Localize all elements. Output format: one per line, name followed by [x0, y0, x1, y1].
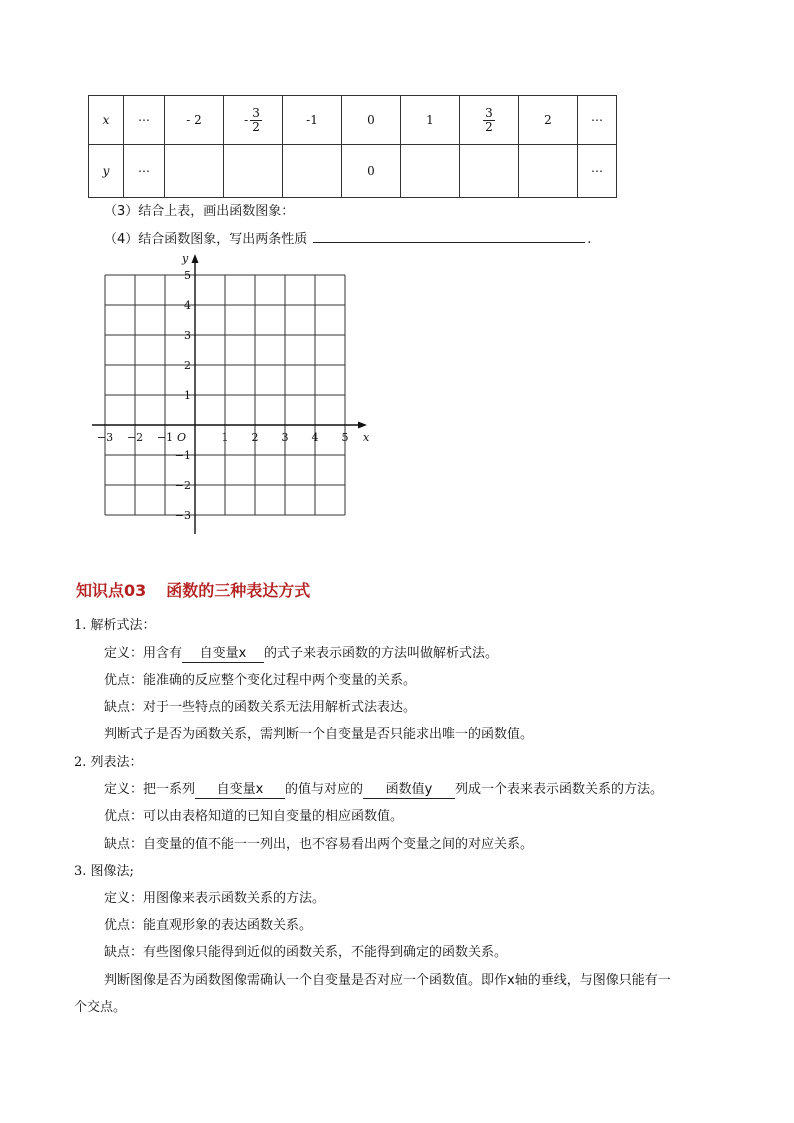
x-tick-label: −2: [126, 431, 144, 444]
method-3-title: 3. 图像法;: [74, 864, 134, 879]
x-axis-label: x: [363, 431, 370, 444]
table-cell-empty: [283, 145, 342, 198]
origin-label: O: [177, 431, 187, 444]
table-cell-frac: $\frac{3}{2}$: [460, 96, 519, 145]
method-3-judge-line2: 个交点。: [74, 1000, 127, 1015]
x-tick-label: 1: [221, 431, 229, 444]
question-3: （3）结合上表，画出函数图象：: [104, 204, 295, 219]
x-axis-arrow: [358, 422, 367, 429]
value-table: [88, 95, 617, 198]
def-text: 的式子来表示函数的方法叫做解析式法。: [264, 646, 499, 661]
method-3-definition: 定义：用图像来表示函数关系的方法。: [104, 891, 326, 906]
question-4-text: （4）结合函数图象，写出两条性质: [104, 232, 308, 247]
y-tick-label: −3: [174, 509, 191, 522]
table-cell-ellipsis: ⋯: [578, 96, 617, 145]
table-cell: 0: [342, 145, 401, 198]
y-tick-label: 3: [184, 329, 191, 342]
table-cell: 2: [519, 96, 578, 145]
x-tick-label: −3: [96, 431, 114, 444]
x-tick-label: 3: [281, 431, 289, 444]
table-cell-empty: [519, 145, 578, 198]
table-cell-ellipsis: ⋯: [124, 145, 165, 198]
def-text: 列成一个表来表示函数关系的方法。: [455, 782, 664, 797]
table-cell-ellipsis: ⋯: [578, 145, 617, 198]
y-tick-label: 1: [184, 389, 191, 402]
table-cell: 0: [342, 96, 401, 145]
def-text: 定义：用含有: [104, 646, 183, 661]
fill-blank: 自变量x: [195, 782, 285, 799]
def-text: 的值与对应的: [285, 782, 364, 797]
table-cell-empty: [401, 145, 460, 198]
question-4-period: .: [587, 232, 592, 247]
table-cell: - 2: [165, 96, 224, 145]
y-axis-arrow: [192, 254, 199, 263]
answer-blank: [313, 241, 585, 243]
x-tick-label: 2: [251, 431, 259, 444]
table-cell-empty: [165, 145, 224, 198]
coordinate-grid: [88, 250, 378, 540]
table-cell-neg-frac: - $\frac{3}{2}$: [224, 96, 283, 145]
method-3-con: 缺点：有些图像只能得到近似的函数关系，不能得到确定的函数关系。: [104, 945, 508, 960]
table-cell-empty: [460, 145, 519, 198]
fill-blank: 自变量x: [182, 646, 264, 663]
def-text: 定义：把一系列: [104, 782, 196, 797]
method-2-pro: 优点：可以由表格知道的已知自变量的相应函数值。: [104, 809, 404, 824]
y-tick-label: 5: [184, 269, 191, 282]
y-tick-label: 4: [184, 299, 191, 312]
method-2-definition: [104, 778, 663, 799]
method-1-con: 缺点：对于一些特点的函数关系无法用解析式法表达。: [104, 700, 417, 715]
section-number: 知识点03: [76, 581, 147, 600]
method-1-pro: 优点：能准确的反应整个变化过程中两个变量的关系。: [104, 673, 417, 688]
section-title: 函数的三种表达方式: [166, 581, 311, 600]
y-axis-label: y: [182, 252, 189, 265]
x-tick-label: −1: [156, 431, 174, 444]
method-2-title: 2. 列表法：: [74, 755, 143, 770]
method-3-pro: 优点：能直观形象的表达函数关系。: [104, 918, 313, 933]
table-cell: 1: [401, 96, 460, 145]
table-cell: -1: [283, 96, 342, 145]
method-1-definition: [104, 642, 498, 663]
table-header-y: y: [89, 145, 124, 198]
y-tick-label: 2: [184, 359, 191, 372]
table-cell-ellipsis: ⋯: [124, 96, 165, 145]
section-heading: [76, 578, 310, 601]
method-3-judge-line1: 判断图像是否为函数图像需确认一个自变量是否对应一个函数值。即作x轴的垂线，与图像只能有一: [104, 973, 671, 988]
table-row-x: [89, 96, 617, 145]
fill-blank: 函数值y: [363, 782, 455, 799]
method-1-title: 1. 解析式法：: [74, 618, 156, 633]
y-tick-label: −2: [174, 479, 191, 492]
x-tick-label: 4: [311, 431, 319, 444]
y-tick-label: −1: [174, 449, 191, 462]
method-2-con: 缺点：自变量的值不能一一列出，也不容易看出两个变量之间的对应关系。: [104, 837, 534, 852]
question-4: [104, 228, 591, 247]
table-row-y: [89, 145, 617, 198]
method-1-judge: 判断式子是否为函数关系，需判断一个自变量是否只能求出唯一的函数值。: [104, 727, 534, 742]
table-cell-empty: [224, 145, 283, 198]
x-tick-label: 5: [341, 431, 349, 444]
table-header-x: x: [89, 96, 124, 145]
